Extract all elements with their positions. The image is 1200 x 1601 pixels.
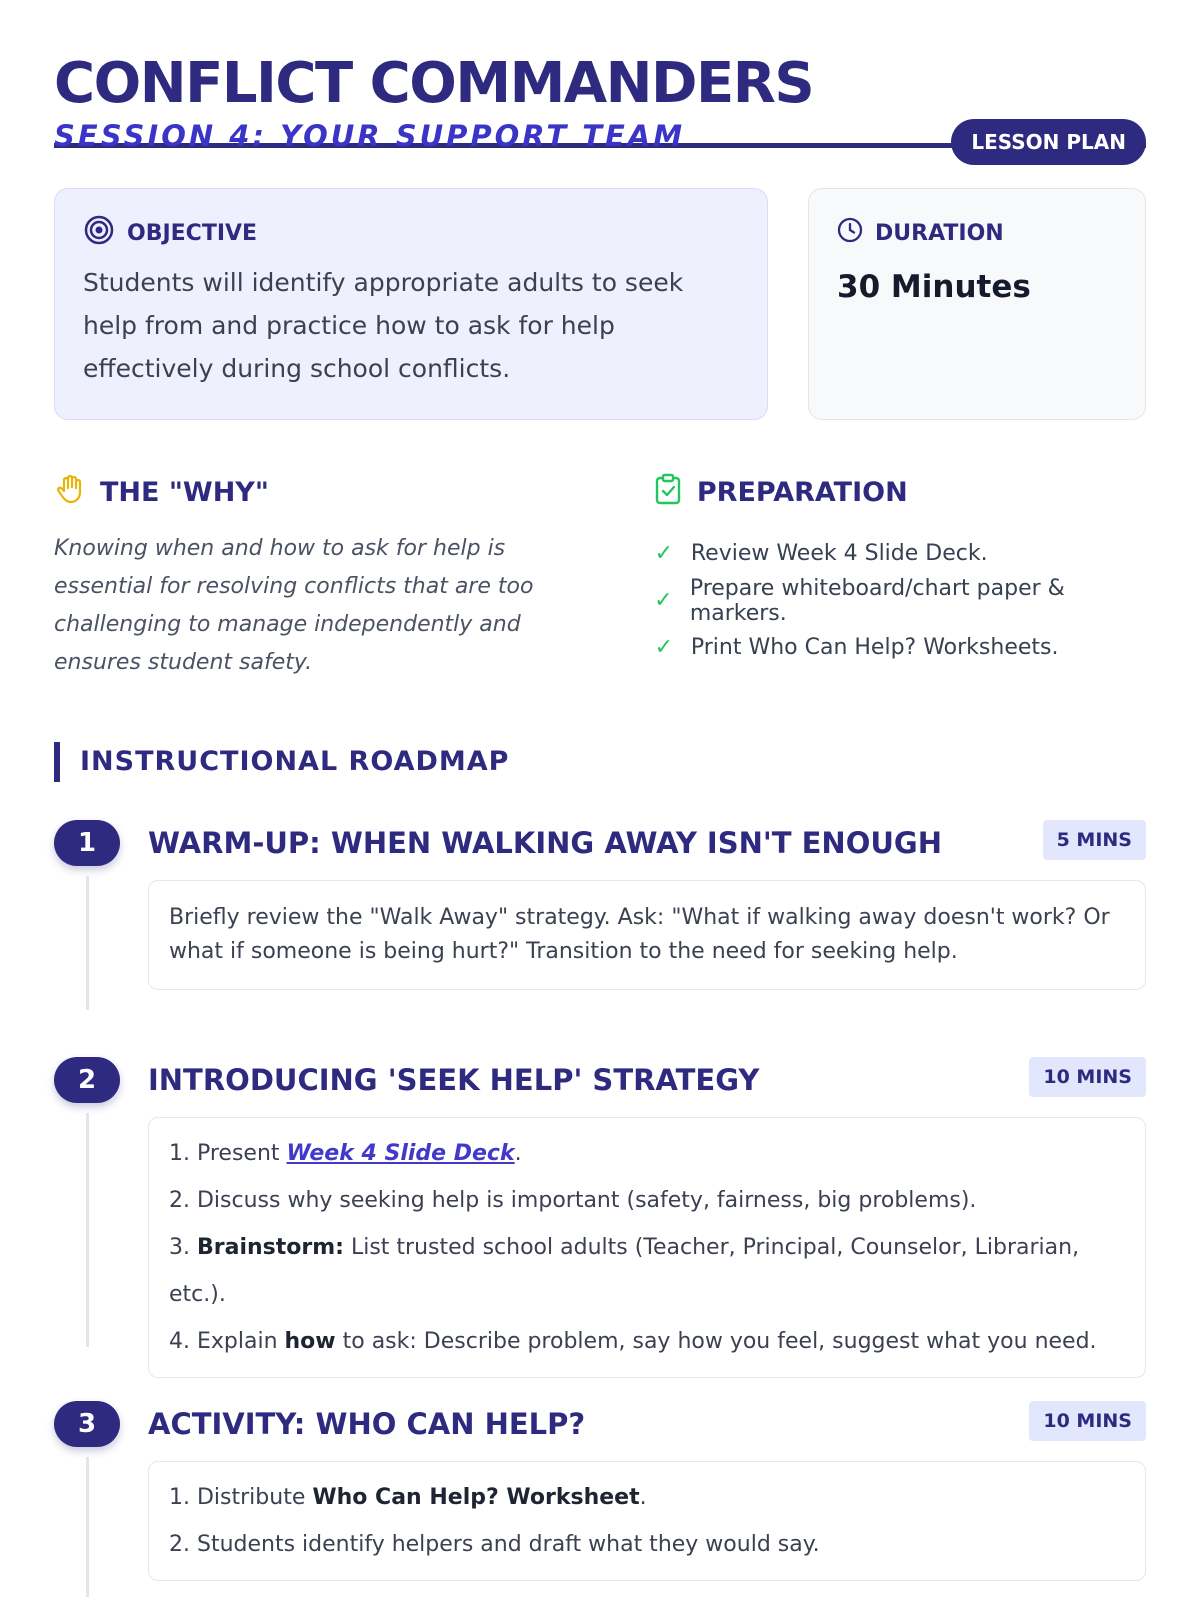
summary-cards xyxy=(54,188,1146,420)
objective-text: Students will identify appropriate adults to seek help from and practice how to ask for help effectively during school conflicts. xyxy=(83,268,684,383)
item-prefix: 3. xyxy=(169,1235,197,1260)
clipboard-check-icon xyxy=(653,473,683,512)
page-header xyxy=(54,0,1146,154)
list-item xyxy=(169,1318,1125,1365)
lesson-plan-badge: LESSON PLAN xyxy=(951,119,1146,165)
list-item xyxy=(169,1130,1125,1177)
item-bold: Who Can Help? Worksheet xyxy=(312,1485,640,1510)
item-prefix: 4. Explain xyxy=(169,1329,285,1354)
item-bold: Brainstorm: xyxy=(196,1235,344,1260)
item-suffix: List trusted school adults (Teacher, Principal, Counselor, Librarian, etc.). xyxy=(169,1235,1080,1307)
item-suffix: to ask: Describe problem, say how you feel, suggest what you need. xyxy=(335,1329,1097,1354)
step-duration-badge: 10 MINS xyxy=(1029,1057,1146,1097)
session-subtitle: SESSION 4: YOUR SUPPORT TEAM xyxy=(54,119,686,153)
step-title-row xyxy=(148,1401,1146,1447)
item-prefix: 1. Distribute xyxy=(169,1485,313,1510)
list-item xyxy=(653,577,1146,624)
objective-label: OBJECTIVE xyxy=(127,220,258,246)
step-title: ACTIVITY: WHO CAN HELP? xyxy=(148,1407,586,1441)
prep-item-text: Prepare whiteboard/chart paper & markers. xyxy=(689,575,1065,626)
duration-header xyxy=(837,219,1117,247)
item-suffix: . xyxy=(639,1485,647,1510)
step-number: 2 xyxy=(54,1057,120,1103)
duration-value: 30 Minutes xyxy=(837,269,1031,305)
prep-item-text: Print Who Can Help? Worksheets. xyxy=(690,635,1059,660)
check-icon: ✓ xyxy=(654,635,674,660)
clock-icon xyxy=(837,217,863,249)
step-body xyxy=(148,1117,1146,1378)
step-body xyxy=(148,1461,1146,1581)
check-icon: ✓ xyxy=(654,588,673,613)
list-item xyxy=(653,530,1146,577)
roadmap-header: INSTRUCTIONAL ROADMAP xyxy=(54,742,1146,782)
step-duration-badge: 5 MINS xyxy=(1043,820,1146,860)
duration-card xyxy=(808,188,1146,420)
list-item: 2. Discuss why seeking help is important (safety, fairness, big problems). xyxy=(169,1188,977,1213)
step-list xyxy=(169,1474,1125,1568)
preparation-header xyxy=(653,474,1146,510)
objective-header xyxy=(83,219,739,247)
list-item xyxy=(169,1224,1125,1318)
target-icon xyxy=(83,214,115,252)
why-preparation-section xyxy=(54,474,1146,682)
step-duration-badge: 10 MINS xyxy=(1029,1401,1146,1441)
page-title: CONFLICT COMMANDERS xyxy=(54,51,814,116)
timeline-line xyxy=(86,1457,89,1597)
preparation-list xyxy=(653,530,1146,671)
roadmap-step-1 xyxy=(54,820,1146,1057)
check-icon: ✓ xyxy=(654,541,674,566)
timeline-line xyxy=(86,1113,89,1347)
step-number: 1 xyxy=(54,820,120,866)
slide-deck-link[interactable]: Week 4 Slide Deck xyxy=(286,1141,515,1166)
list-item xyxy=(169,1474,1125,1521)
roadmap-step-3 xyxy=(54,1401,1146,1601)
duration-label: DURATION xyxy=(875,220,1004,246)
preparation-column xyxy=(653,474,1146,682)
objective-card xyxy=(54,188,768,420)
step-number: 3 xyxy=(54,1401,120,1447)
why-label: THE "WHY" xyxy=(100,476,269,508)
preparation-label: PREPARATION xyxy=(696,476,908,508)
roadmap-steps xyxy=(54,820,1146,1601)
why-header xyxy=(54,474,589,510)
list-item: 2. Students identify helpers and draft what they would say. xyxy=(169,1532,820,1557)
list-item xyxy=(653,624,1146,671)
roadmap-step-2 xyxy=(54,1057,1146,1401)
prep-item-text: Review Week 4 Slide Deck. xyxy=(690,541,988,566)
item-bold: how xyxy=(284,1329,336,1354)
item-prefix: 1. Present xyxy=(169,1141,287,1166)
item-suffix: . xyxy=(514,1141,522,1166)
raised-hand-icon xyxy=(54,473,86,512)
step-list xyxy=(169,1130,1125,1365)
why-text: Knowing when and how to ask for help is essential for resolving conflicts that are too challenging to manage independently and ensures student safety. xyxy=(54,536,534,675)
step-text: Briefly review the "Walk Away" strategy. Ask: "What if walking away doesn't work? Or what if someone is being hurt?" Transition to the need for seeking help. xyxy=(169,905,1110,964)
why-column xyxy=(54,474,589,682)
step-body xyxy=(148,880,1146,990)
timeline-line xyxy=(86,876,89,1010)
step-title-row xyxy=(148,1057,1146,1103)
step-title-row xyxy=(148,820,1146,866)
step-title: INTRODUCING 'SEEK HELP' STRATEGY xyxy=(148,1063,760,1097)
step-title: WARM-UP: WHEN WALKING AWAY ISN'T ENOUGH xyxy=(148,826,942,860)
